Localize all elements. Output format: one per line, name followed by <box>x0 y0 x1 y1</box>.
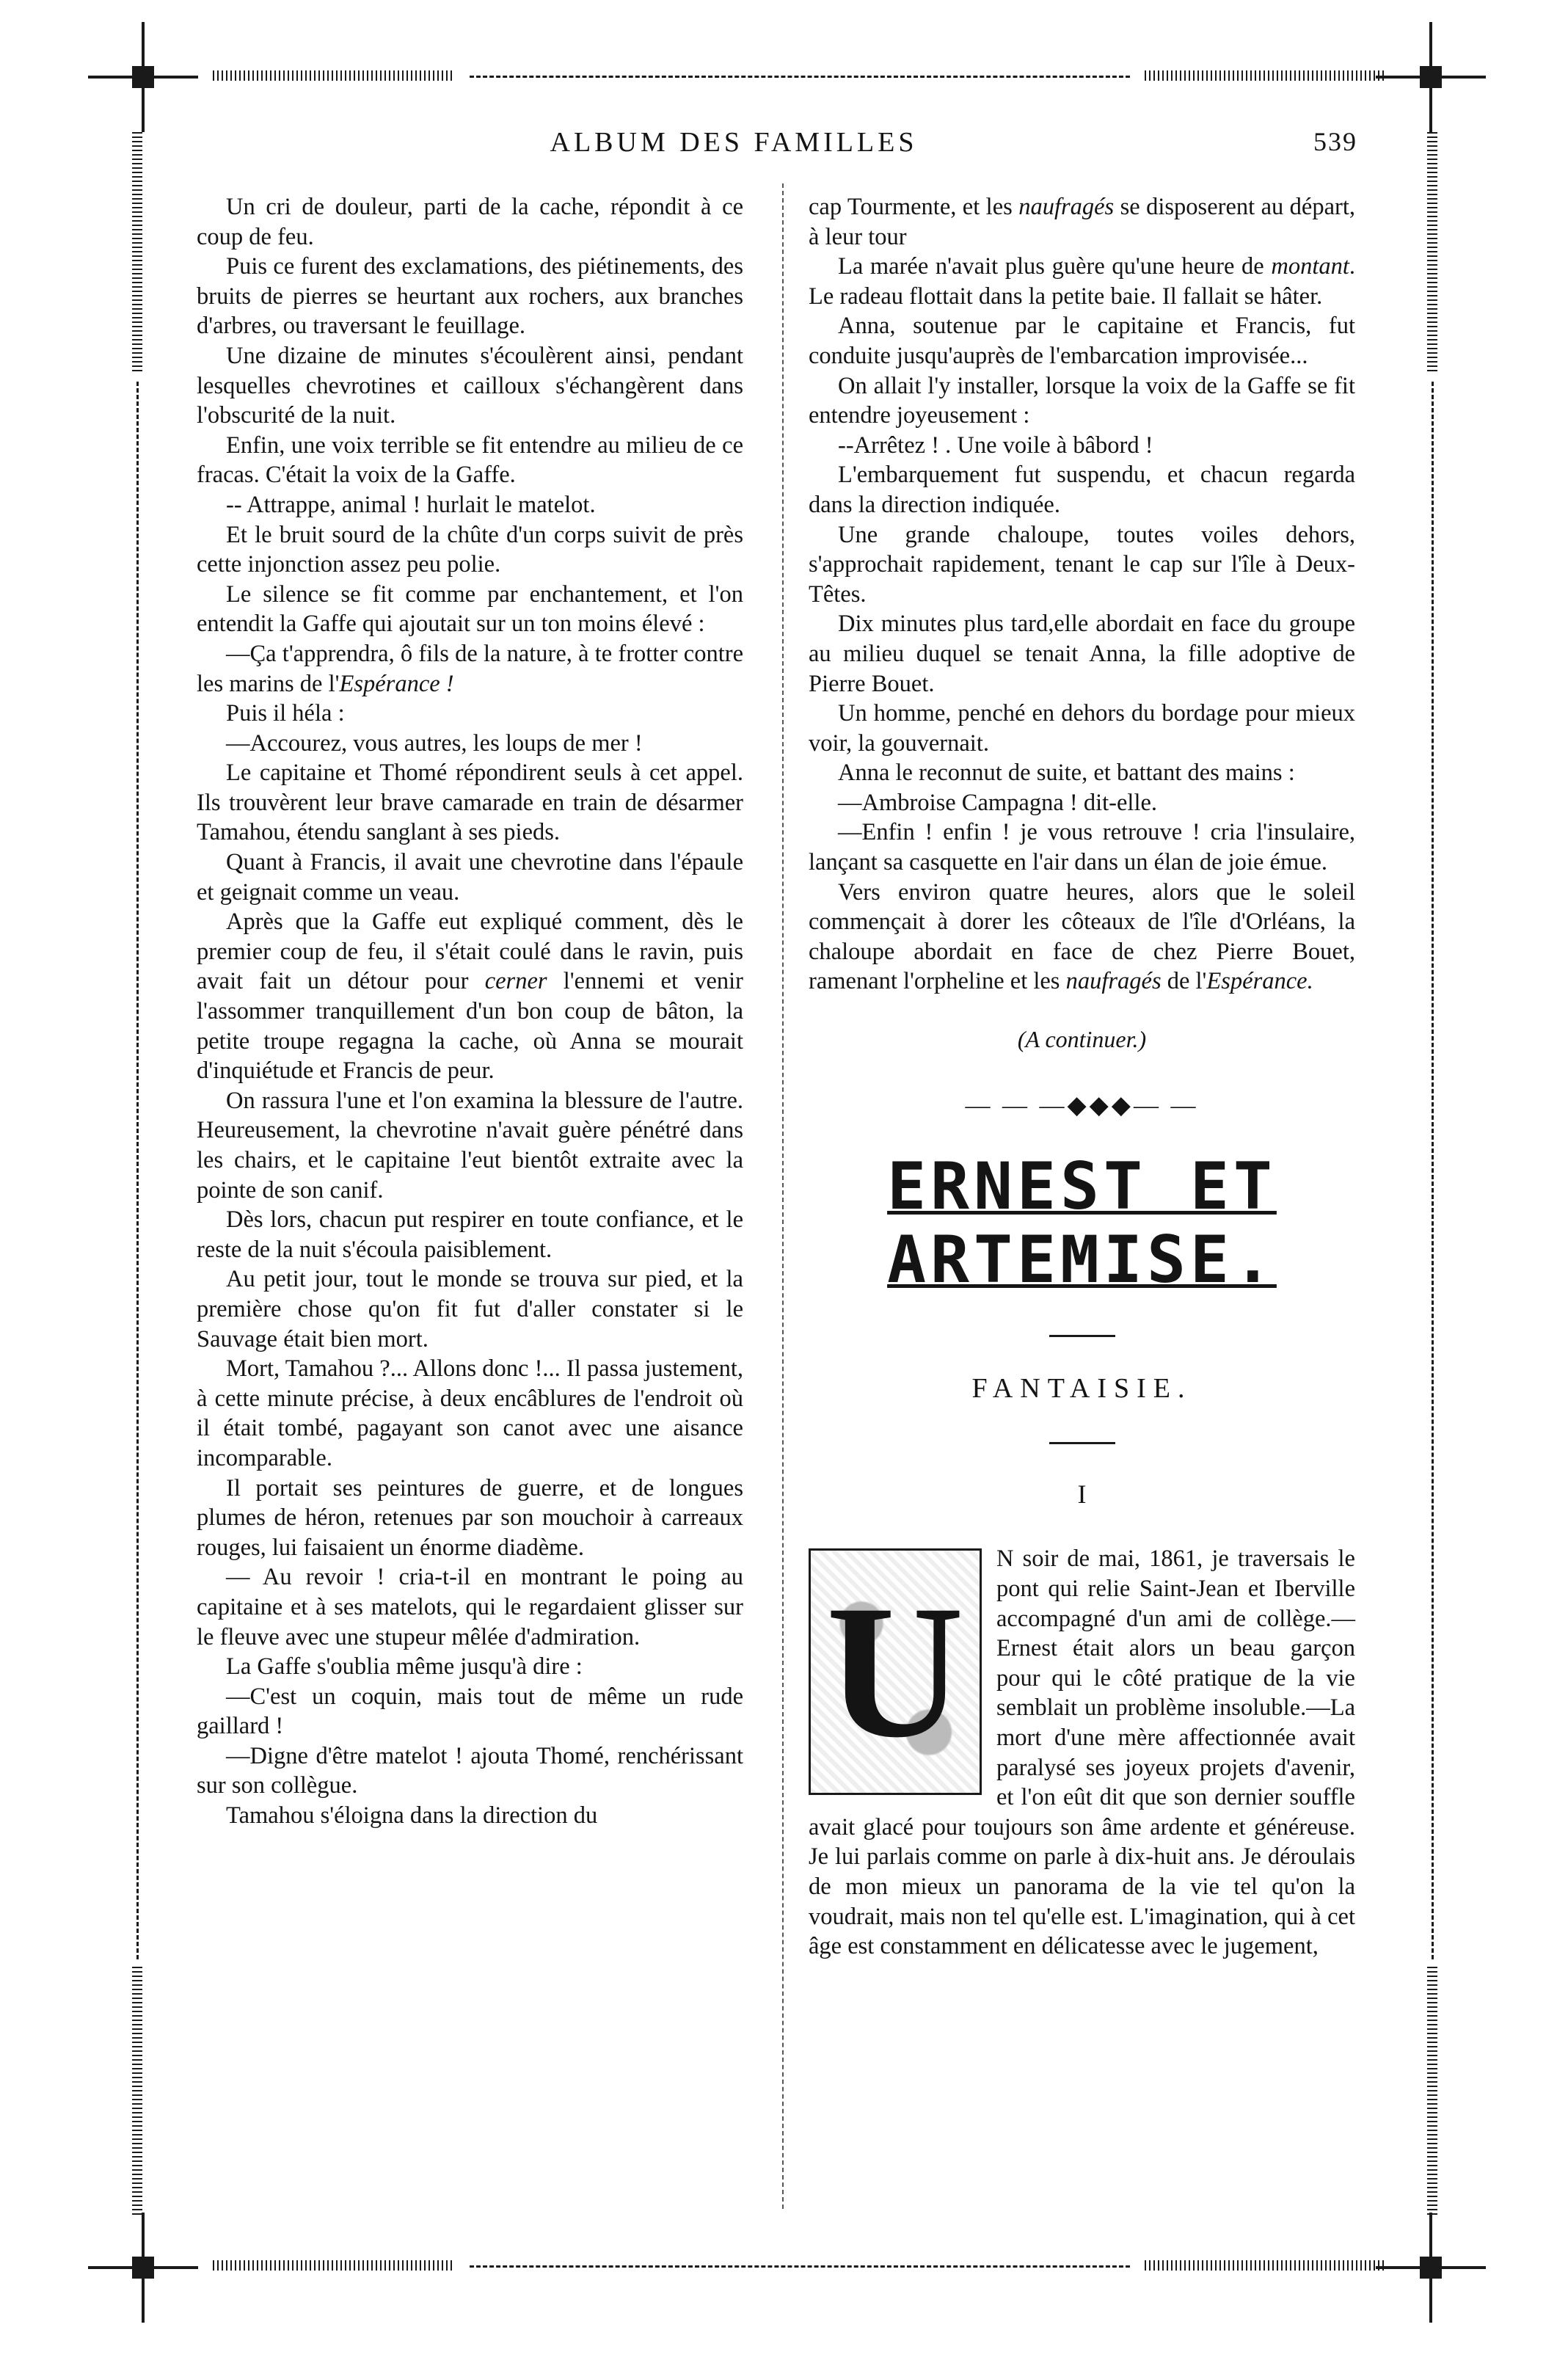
story-body <box>809 1544 1355 1961</box>
paragraph: —Ambroise Campagna ! dit-elle. <box>838 789 1158 816</box>
paragraph: Un homme, penché en dehors du bordage pour mieux voir, la gouvernait. <box>809 700 1355 757</box>
corner-ornament-icon <box>88 22 198 132</box>
paragraph <box>809 192 1355 252</box>
paragraph: Une grande chaloupe, toutes voiles dehors, s'approchait rapidement, tenant le cap sur l'île à Deux-Têtes. <box>809 521 1355 608</box>
text-run: cap Tourmente, et les <box>809 194 1019 220</box>
page-number: 539 <box>1313 127 1357 156</box>
paragraph: Un cri de douleur, parti de la cache, répondit à ce coup de feu. <box>197 194 743 250</box>
paragraph: Une dizaine de minutes s'écoulèrent ainsi, pendant lesquelles chevrotines et cailloux s'échangèrent dans l'obscurité de la nuit. <box>197 342 743 429</box>
right-column <box>809 192 1355 1962</box>
paragraph: Anna, soutenue par le capitaine et Francis, fut conduite jusqu'auprès de l'embarcation improvisée... <box>809 313 1355 369</box>
paragraph: Au petit jour, tout le monde se trouva sur pied, et la première chose qu'on fit fut d'aller constater si le Sauvage était bien mort. <box>197 1266 743 1352</box>
divider <box>1049 1335 1115 1337</box>
paragraph: On rassura l'une et l'on examina la blessure de l'autre. Heureusement, la chevrotine n'avait guère pénétré dans les chairs, et le capitaine l'eut bientôt extraite avec la pointe de son canif. <box>197 1087 743 1204</box>
border-wave-left <box>136 382 139 1959</box>
column-divider <box>782 183 784 2209</box>
paragraph: Anna le reconnut de suite, et battant des mains : <box>838 760 1295 787</box>
paragraph: Dix minutes plus tard,elle abordait en face du groupe au milieu duquel se tenait Anna, la fille adoptive de Pierre Bouet. <box>809 611 1355 697</box>
paragraph: Le capitaine et Thomé répondirent seuls à cet appel. Ils trouvèrent leur brave camarade en train de désarmer Tamahou, étendu sanglant à ses pieds. <box>197 760 743 846</box>
paragraph: —Digne d'être matelot ! ajouta Thomé, renchérissant sur son collègue. <box>197 1742 743 1799</box>
border-hatching-top-left <box>213 70 455 81</box>
corner-ornament-icon <box>1376 2213 1486 2323</box>
paragraph: —Accourez, vous autres, les loups de mer ! <box>226 729 643 757</box>
paragraph: Tamahou s'éloigna dans la direction du <box>226 1802 598 1829</box>
paragraph: --Arrêtez ! . Une voile à bâbord ! <box>838 432 1153 459</box>
text-run: . Le radeau flottait dans la petite baie. Il fallait se hâter. <box>809 253 1355 310</box>
paragraph: L'embarquement fut suspendu, et chacun regarda dans la direction indiquée. <box>809 462 1355 518</box>
border-hatching-bottom-right <box>1145 2260 1387 2271</box>
left-column <box>197 192 743 1831</box>
border-hatching-left-top <box>132 132 142 374</box>
drop-cap-letter: U <box>826 1566 964 1778</box>
paragraph: Dès lors, chacun put respirer en toute confiance, et le reste de la nuit s'écoula paisiblement. <box>197 1206 743 1263</box>
border-wave-right <box>1432 382 1434 1959</box>
paragraph: Et le bruit sourd de la chûte d'un corps suivit de près cette injonction assez peu polie. <box>197 521 743 578</box>
to-be-continued: (A continuer.) <box>1017 1026 1147 1053</box>
paragraph: Puis ce furent des exclamations, des piétinements, des bruits de pierres se heurtant aux rochers, aux branches d'arbres, ou traversant le feuillage. <box>197 253 743 340</box>
italic-word: montant <box>1271 253 1349 280</box>
paragraph: -- Attrappe, animal ! hurlait le matelot. <box>226 491 596 518</box>
text-run: Vers environ quatre heures, alors que le soleil commençait à dorer les côteaux de l'île d'Orléans, la chaloupe abordait en face de chez Pierre Bouet, ramenant l'orpheline et les <box>809 878 1355 995</box>
story-paragraph: N soir de mai, 1861, je traversais le pont qui relie Saint-Jean et Iberville accompagné d'un ami de collège.— Ernest était alors un beau garçon pour qui le côté pratique de la vie semblait un problème insoluble.—La mort d'une mère affectionnée avait paralysé ses joyeux projets d'avenir, et l'on eût dit que son dernier souffle avait glacé pour toujours son âme ardente et généreuse. Je lui parlais comme on parle à dix-huit ans. Je déroulais de mon mieux un panorama de la vie tel qu'on la voudrait, mais non tel qu'elle est. L'imagination, qui à cet âge est constamment en délicatesse avec le jugement, <box>809 1545 1355 1960</box>
ship-name: Espérance ! <box>339 670 454 697</box>
italic-word: naufragés <box>1018 194 1115 220</box>
paragraph: Il portait ses peintures de guerre, et de longues plumes de héron, retenues par son mouchoir à carreaux rouges, lui faisaient un énorme diadème. <box>197 1474 743 1561</box>
page-header <box>110 126 1357 167</box>
paragraph <box>809 252 1355 311</box>
border-hatching-left-bottom <box>132 1967 142 2216</box>
paragraph: Enfin, une voix terrible se fit entendre au milieu de ce fracas. C'était la voix de la Gaffe. <box>197 432 743 489</box>
text-run: se disposerent au départ, à leur tour <box>809 194 1355 250</box>
paragraph: On allait l'y installer, lorsque la voix de la Gaffe se fit entendre joyeusement : <box>809 372 1355 429</box>
section-ornament: — — —◆◆◆— — <box>965 1091 1199 1119</box>
text-run: de l' <box>1161 968 1207 995</box>
text-run: Après que la Gaffe eut expliqué comment, dès le premier coup de feu, il s'était coulé dans le ravin, puis avait fait un détour pour <box>197 909 743 995</box>
ship-name: Espérance. <box>1206 968 1313 995</box>
corner-ornament-icon <box>1376 22 1486 132</box>
border-hatching-top-right <box>1145 70 1387 81</box>
italic-word: naufragés <box>1065 968 1162 995</box>
paragraph: Puis il héla : <box>226 700 345 727</box>
story-subtitle: FANTAISIE. <box>971 1373 1192 1405</box>
running-title: ALBUM DES FAMILLES <box>550 127 918 158</box>
divider <box>1049 1442 1115 1444</box>
corner-ornament-icon <box>88 2213 198 2323</box>
text-run: La marée n'avait plus guère qu'une heure de <box>838 253 1272 280</box>
border-hatching-bottom-left <box>213 2260 455 2271</box>
paragraph: — Au revoir ! cria-t-il en montrant le poing au capitaine et à ses matelots, qui le regardaient glisser sur le fleuve avec une stupeur mêlée d'admiration. <box>197 1564 743 1650</box>
paragraph: Le silence se fit comme par enchantement, et l'on entendit la Gaffe qui ajoutait sur un ton moins élevé : <box>197 580 743 638</box>
border-wave-top <box>470 76 1130 78</box>
border-wave-bottom <box>470 2265 1130 2268</box>
paragraph <box>197 907 743 1086</box>
paragraph: Mort, Tamahou ?... Allons donc !... Il passa justement, à cette minute précise, à deux encâblures de l'endroit où il était tombé, pagayant son canot avec une aisance incomparable. <box>197 1355 743 1471</box>
paragraph <box>197 639 743 699</box>
paragraph: —C'est un coquin, mais tout de même un rude gaillard ! <box>197 1683 743 1740</box>
paragraph: Quant à Francis, il avait une chevrotine dans l'épaule et geignait comme un veau. <box>197 849 743 906</box>
text-run: l'ennemi et venir l'assommer tranquillement d'un bon coup de bâton, la petite troupe regagna la cache, où Anna se mourait d'inquiétude et Francis de peur. <box>197 968 743 1085</box>
story-title: ERNEST ET ARTEMISE. <box>887 1148 1277 1298</box>
paragraph: La Gaffe s'oublia même jusqu'à dire : <box>226 1653 583 1681</box>
italic-word: cerner <box>484 968 547 995</box>
chapter-number: I <box>1077 1479 1087 1509</box>
border-hatching-right-bottom <box>1427 1967 1437 2216</box>
paragraph: —Enfin ! enfin ! je vous retrouve ! cria l'insulaire, lançant sa casquette en l'air dans un élan de joie émue. <box>809 819 1355 876</box>
border-hatching-right-top <box>1427 132 1437 374</box>
paragraph <box>809 878 1355 997</box>
text-run: —Ça t'apprendra, ô fils de la nature, à te frotter contre les marins de l' <box>197 640 743 697</box>
drop-cap-illustration <box>809 1548 982 1795</box>
